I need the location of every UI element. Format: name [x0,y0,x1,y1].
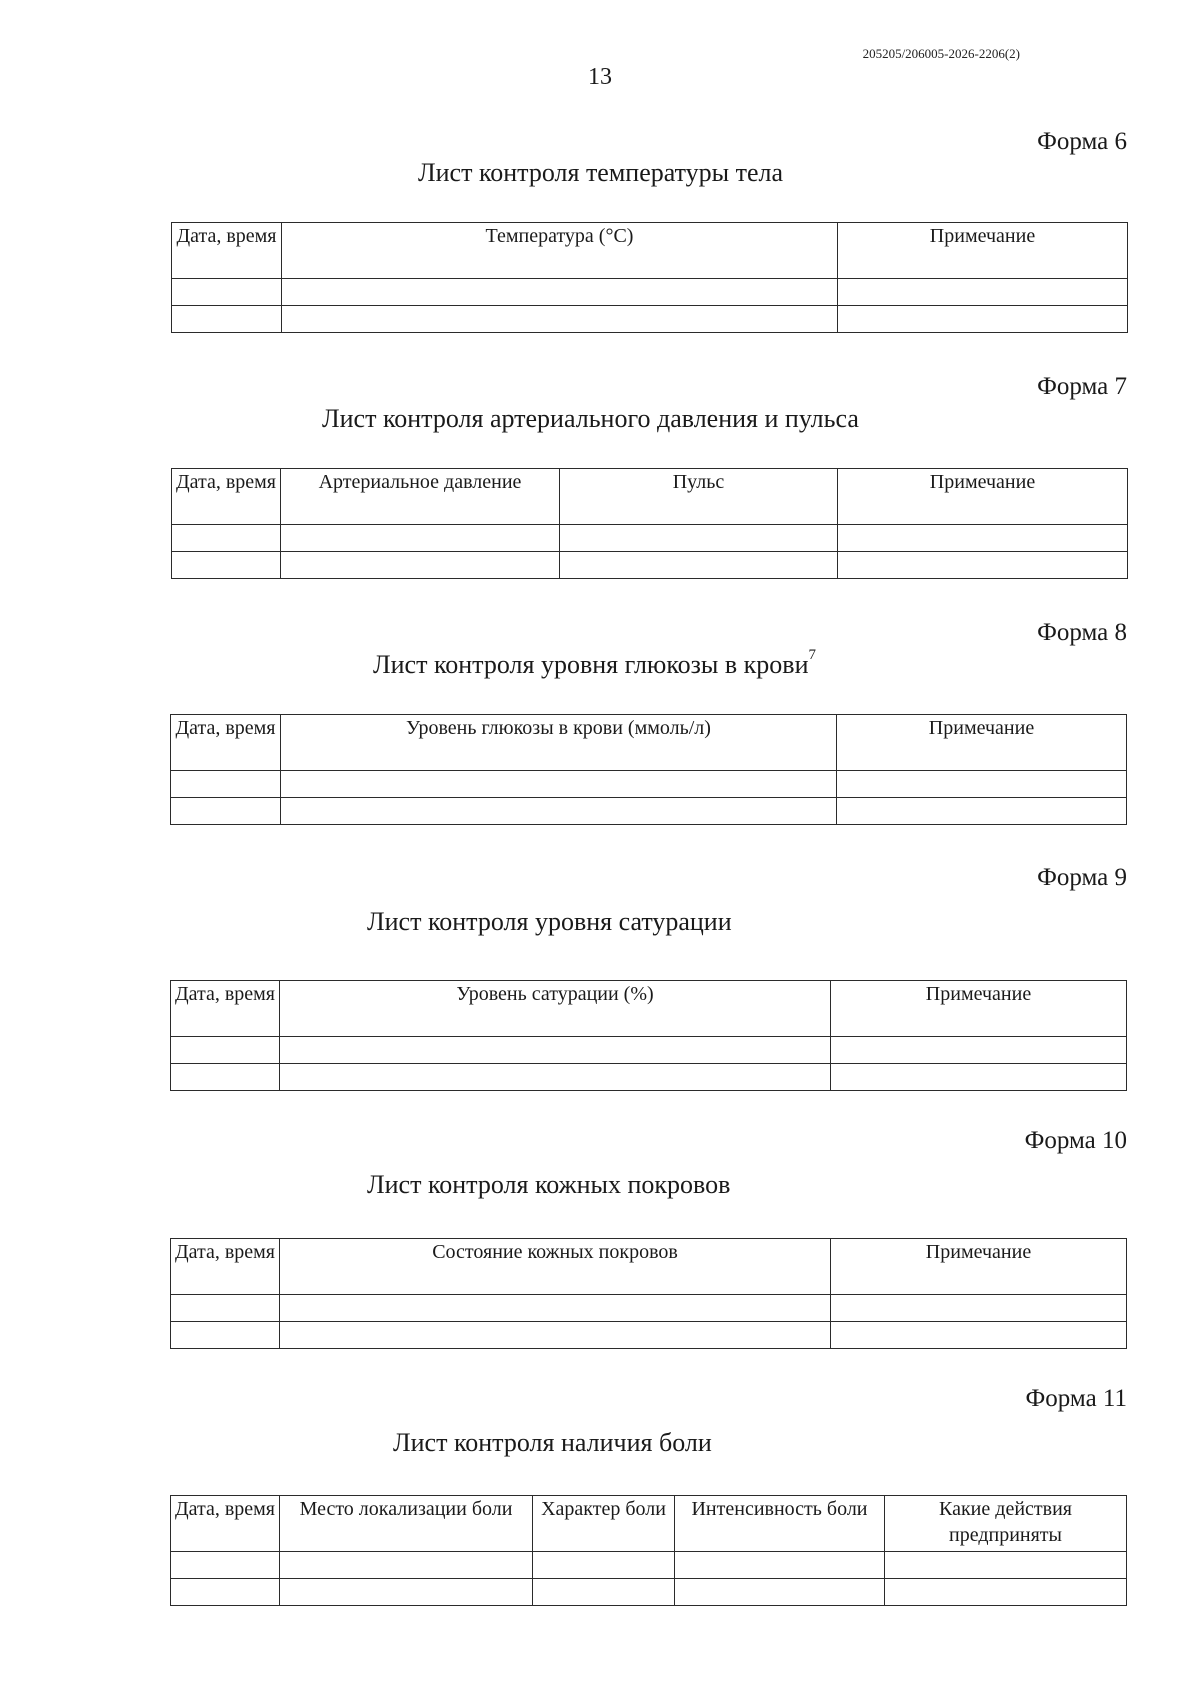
column-header: Артериальное давление [281,469,560,525]
column-header: Дата, время [172,223,282,279]
table-cell[interactable] [280,1322,831,1349]
blood-pressure-table [171,468,1128,579]
table-cell[interactable] [171,1322,280,1349]
table-cell[interactable] [838,279,1128,306]
table-cell[interactable] [171,1064,280,1091]
saturation-table [170,980,1127,1091]
table-cell[interactable] [560,525,838,552]
table-cell[interactable] [171,1579,280,1606]
column-header: Место локализации боли [280,1496,533,1552]
table-cell[interactable] [885,1552,1127,1579]
column-header: Примечание [831,1239,1127,1295]
table-cell[interactable] [172,279,282,306]
skin-condition-table [170,1238,1127,1349]
table-cell[interactable] [171,798,281,825]
table-cell[interactable] [837,798,1127,825]
column-header: Дата, время [171,981,280,1037]
table-cell[interactable] [885,1579,1127,1606]
table-cell[interactable] [675,1579,885,1606]
table-cell[interactable] [282,306,838,333]
form-title: Лист контроля наличия боли [393,1428,712,1457]
column-header: Температура (°C) [282,223,838,279]
form-title: Лист контроля температуры тела [418,158,784,187]
column-header: Примечание [838,223,1128,279]
table-cell[interactable] [533,1579,675,1606]
column-header: Состояние кожных покровов [280,1239,831,1295]
column-header: Примечание [831,981,1127,1037]
table-cell[interactable] [675,1552,885,1579]
page-number: 13 [588,64,612,90]
table-cell[interactable] [282,279,838,306]
table-cell[interactable] [171,1295,280,1322]
form-title [373,647,816,680]
table-cell[interactable] [280,1037,831,1064]
column-header: Характер боли [533,1496,675,1552]
table-cell[interactable] [281,771,837,798]
table-cell[interactable] [281,525,560,552]
table-cell[interactable] [172,306,282,333]
form-title: Лист контроля уровня сатурации [367,907,732,936]
table-cell[interactable] [280,1552,533,1579]
table-cell[interactable] [172,552,281,579]
table-cell[interactable] [280,1579,533,1606]
form-title: Лист контроля артериального давления и пульса [322,404,859,433]
pain-table [170,1495,1127,1606]
column-header: Примечание [838,469,1128,525]
table-cell[interactable] [171,1037,280,1064]
form-label: Форма 8 [1037,619,1127,646]
table-cell[interactable] [838,306,1128,333]
table-cell[interactable] [838,552,1128,579]
table-cell[interactable] [837,771,1127,798]
column-header: Дата, время [171,1239,280,1295]
form-label: Форма 6 [1037,128,1127,155]
column-header: Дата, время [171,1496,280,1552]
column-header: Интенсивность боли [675,1496,885,1552]
column-header: Уровень глюкозы в крови (ммоль/л) [281,715,837,771]
table-cell[interactable] [281,798,837,825]
document-code: 205205/206005-2026-2206(2) [862,46,1020,61]
table-cell[interactable] [280,1064,831,1091]
form-label: Форма 11 [1025,1385,1127,1412]
glucose-table [170,714,1127,825]
form-label: Форма 7 [1037,373,1127,400]
table-cell[interactable] [280,1295,831,1322]
table-cell[interactable] [831,1064,1127,1091]
column-header: Дата, время [172,469,281,525]
column-header: Уровень сатурации (%) [280,981,831,1037]
table-cell[interactable] [831,1322,1127,1349]
form-label: Форма 9 [1037,864,1127,891]
footnote-marker: 7 [808,647,816,663]
column-header: Какие действия предприняты [885,1496,1127,1552]
table-cell[interactable] [533,1552,675,1579]
temperature-table [171,222,1128,333]
table-cell[interactable] [171,1552,280,1579]
table-cell[interactable] [838,525,1128,552]
table-cell[interactable] [560,552,838,579]
title-text: Лист контроля уровня глюкозы в крови [373,650,809,679]
table-cell[interactable] [281,552,560,579]
column-header: Дата, время [171,715,281,771]
table-cell[interactable] [831,1037,1127,1064]
table-cell[interactable] [171,771,281,798]
form-title: Лист контроля кожных покровов [367,1170,731,1199]
table-cell[interactable] [172,525,281,552]
form-label: Форма 10 [1024,1127,1127,1154]
table-cell[interactable] [831,1295,1127,1322]
column-header: Примечание [837,715,1127,771]
column-header: Пульс [560,469,838,525]
